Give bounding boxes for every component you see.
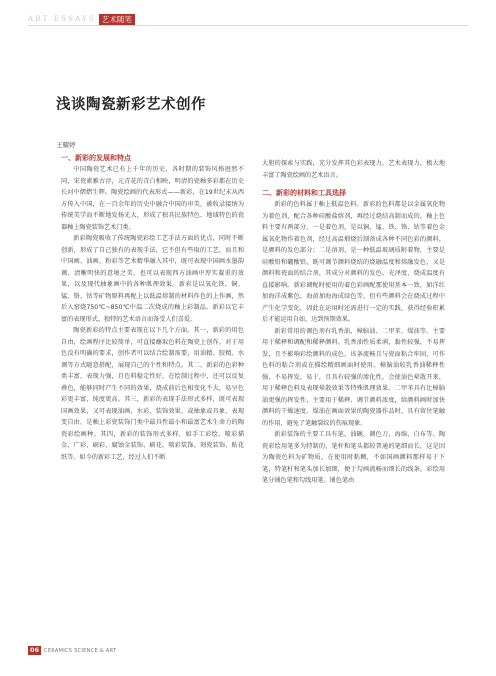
column-label-en: ART ESSAYS — [28, 15, 96, 23]
column-header — [28, 14, 135, 25]
section-heading-1: 一、新彩的发展和特点 — [61, 154, 131, 162]
body-paragraph: 新彩装饰的主要工具有笔、油碗、调色刀、海绵、白布等。陶瓷彩绘用笔多为特制的，笔杆和笔头都较普通的笔细而长，这是因为陶瓷色料为矿物质，在使用时粘稠，不如国画颜料那样易于下笔，特笔杆和笔头加长加细，便于勾画流畅而细长的线条。彩绘用笔分铺色笔和勾线用笔。铺色笔由 — [262, 431, 445, 484]
body-paragraph: 中国陶瓷艺术已有上千年的历史，各时期的装饰风格迥然不同，宋瓷素雅古淳，元青花的青白相映，明清的瓷釉多彩都在历史长河中熠熠生辉。陶瓷绘画的代表形式——新彩，在19世纪末从西方传入中国，在一百余年的历史中融合中国的审美，被收录接纳为传统美学而不断地发扬光大，形成了独具民族特色、地域特色的瓷器釉上陶瓷装饰艺术门类。 — [61, 166, 244, 231]
publication-name: CERAMICS SCIENCE & ART — [44, 647, 117, 654]
left-column — [61, 152, 244, 463]
article-author: 王耀婷 — [56, 141, 76, 149]
body-paragraph: 陶瓷新彩的特点主要表现在以下几个方面。其一，新彩的用色自由，绘画程序比较简单，可直接蘸取色料在陶瓷上创作，对于用色没有明确的要求，创作者可以结合绘制需要，用油精、胶精、水调等方式随意搭配，展现自己的个性和特点。其二，新彩的色彩种类丰富，表现力强，且色料稳定性好，在绘制过程中，还可以反复叠色，能够同时产生不同的效果，烧成前后色相变化不大，易呈色彩更丰富，纯度更高。其三，新彩的表现手法形式多样，既可表现国画效果，又可表现油画、水彩、装饰效果，或抽象或具象，表现变自由，是釉上彩瓷装饰门类中最具性最小和最富艺术生命力的陶瓷彩绘画种。其四，新彩的装饰形式多样，如手工彩绘、喷彩描金、广彩、刷彩、腐蚀金装饰、刷花、喷彩装饰、刻瓷装饰、贴花纸等。如今的新彩工艺，经过人们不断 — [61, 327, 244, 461]
body-paragraph: 新彩的色料属于釉上低温色料。新彩的色料都是以金属氧化物为着色剂，配合各种硅酸盐熔剂，再经过烧结高制而成的，釉上色料主要有两部分，一是着色剂，是以铜、锰、铁、铬、钴等着色金属氧化物作着色剂，经过高温煅烧后制备成各种不同色彩的颜料，是颜料的发色部分；二是溶剂，是一种低温玻璃质附着物，主要是硅酸铅和硼酸铅，既可调节颜料烧结的烧融温度和熔融发色，又是颜料和瓷面的结合剂，其成分对颜料的发色、光泽度、烧成温度有直接影响。新彩调配时使用的着色彩画配那使用基本一致，如洋红加海洋成紫色，海黄加海海成绿色等，但有些颜料会在烧成过程中产生化学变化，因此在运用时还需进行一定的实践，获得经验积累后才能运用自如，达到预期效果。 — [262, 201, 445, 323]
page-footer — [28, 646, 116, 655]
body-paragraph: 新彩常用的调色剂有乳香油、樟脑油、二甲苯、煤油等。主要用于稀释和调配和稀释颜料。乳香油性质柔润，黏性较强，不易挥发，且不影响彩绘颜料的成色，该条流畅且与瓷面粘合牢固，可作色料的粘合剂或在描绘精细画面时使用。樟脑油较乳香油稀释性强，不易挥发，易于，且具有较强的渗化性，会使油色晕散开来，用于稀释色料及表现晕散效果等特殊肌理效果。二甲苯具有比樟脑油更强的挥发性，主要用于稀释、调节颜料浓度，给颜料画时加快颜料的干燥速度。煤油在画面效果的陶瓷器作品时，具有留住笔触的作用，避免了笔触裂纹的伤痕现象。 — [262, 327, 445, 427]
body-paragraph: 新彩陶瓷吸收了传统陶瓷彩绘工艺手法方面的优点，同时不断创新，形成了自己独有的表现手法，它不但有些取的工艺，而且和中国画、油画、粉彩等艺术精华融入其中，既可表现中国画水墨韵调、清晰明快的意境之美，也可以表现西方油画中厚实凝重的效果，以及现代抽象画中的各种肌理效果。新彩是以氧化铁、铜、锰、铬、钴等矿物原料再配上以低温熔制的材料作色的上作画，然后入窑烧750℃~850℃中温二次烧成的釉上彩制品。新彩以它丰富的表现形式、独特的艺术语言而备受人们喜爱。 — [61, 235, 244, 323]
page-number: 06 — [30, 646, 40, 654]
header-divider — [28, 25, 468, 26]
article-title: 浅谈陶瓷新彩艺术创作 — [56, 97, 206, 113]
column-label-cn: 艺术随笔 — [99, 14, 135, 25]
body-paragraph: 大胆的探索与实践，充分发挥其色彩表现力，艺术表现力，极大地丰富了陶瓷绘画的艺术语言。 — [262, 160, 445, 179]
section-heading-2: 二、新彩的材料和工具选择 — [262, 189, 346, 197]
right-column — [262, 158, 445, 487]
